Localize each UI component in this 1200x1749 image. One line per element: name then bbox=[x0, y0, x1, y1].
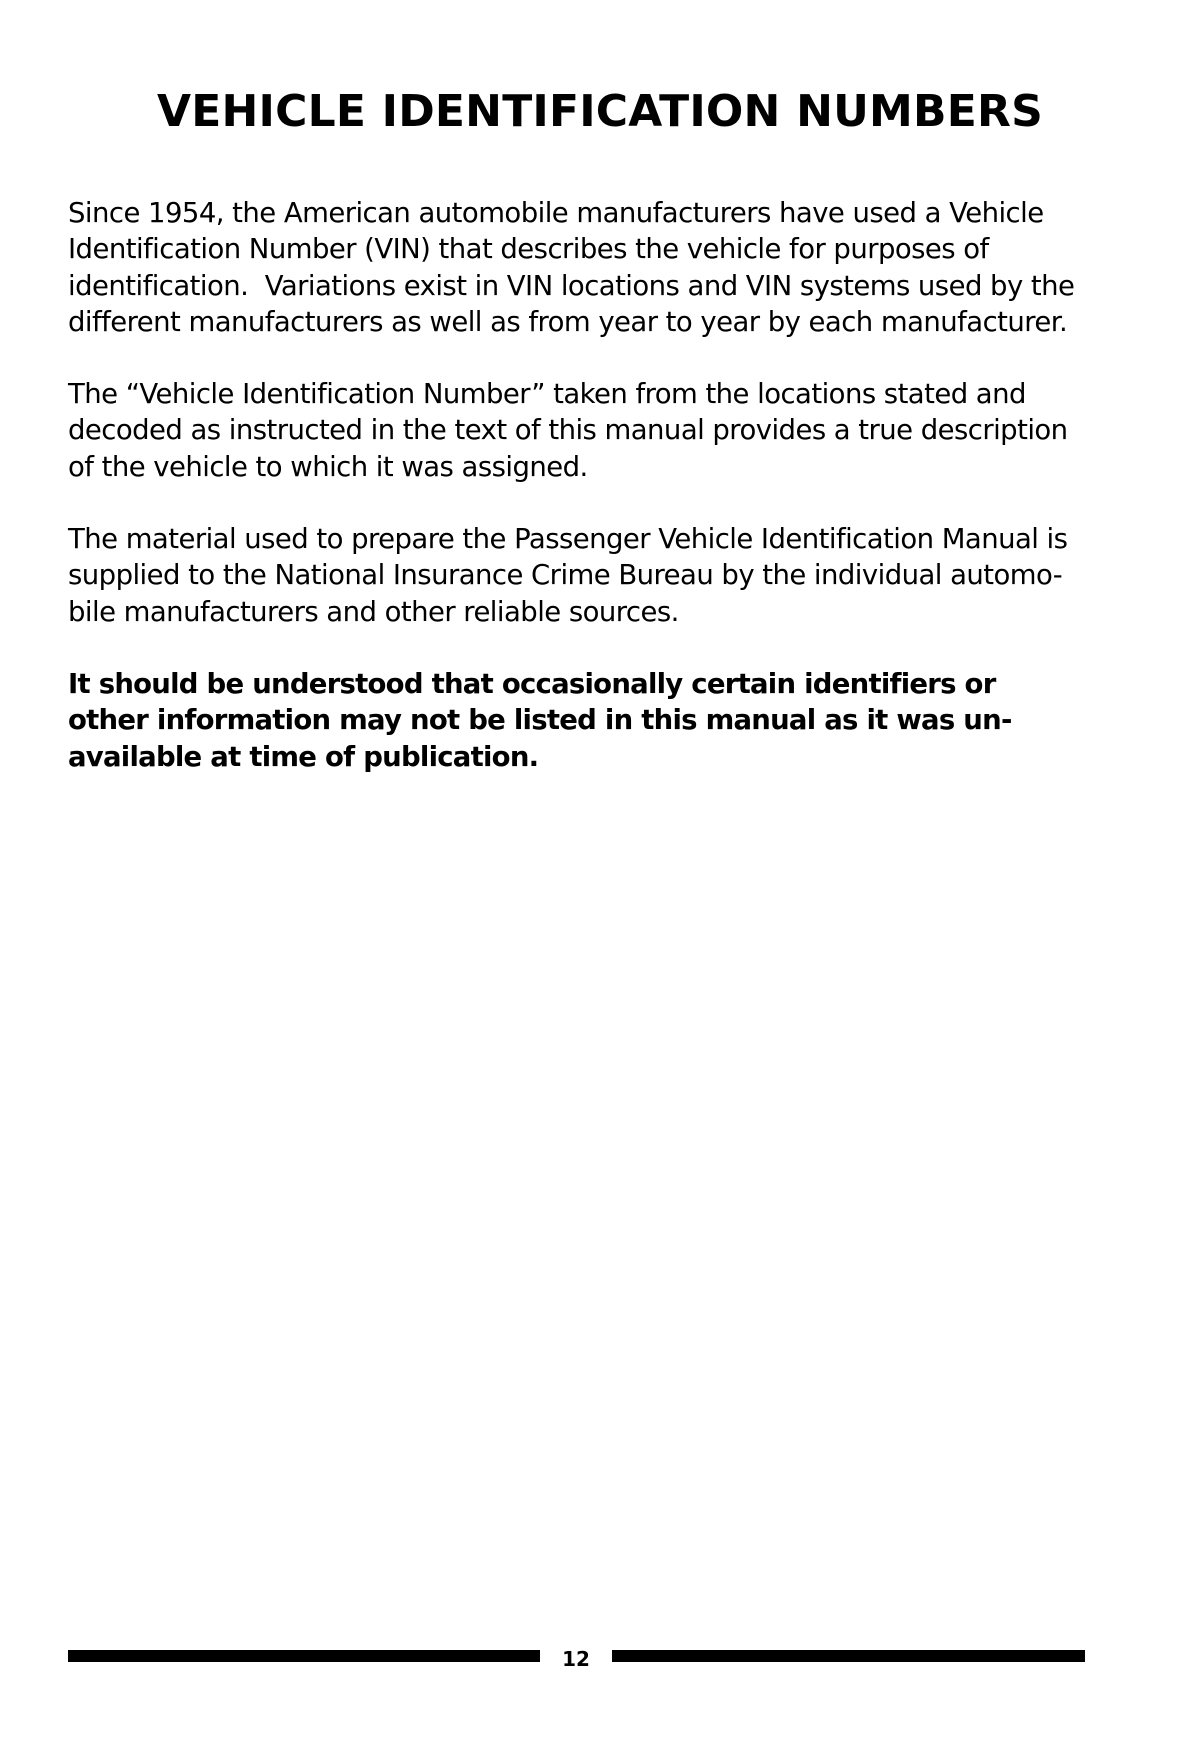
paragraph-vin-description bbox=[68, 376, 1108, 485]
paragraph-material-source bbox=[68, 521, 1108, 630]
paragraph-line: The “Vehicle Identification Number” taken from the locations stated and bbox=[68, 378, 1026, 410]
paragraph-line: of the vehicle to which it was assigned. bbox=[68, 450, 588, 483]
paragraph-line: decoded as instructed in the text of this manual provides a true description bbox=[68, 414, 1068, 447]
paragraph-line: identification. Variations exist in VIN locations and VIN systems used by the bbox=[68, 269, 1075, 302]
paragraph-line: different manufacturers as well as from year to year by each manufacturer. bbox=[68, 305, 1068, 338]
paragraph-line: bile manufacturers and other reliable sources. bbox=[68, 595, 679, 628]
paragraph-line: Identification Number (VIN) that describes the vehicle for purposes of bbox=[68, 233, 989, 266]
paragraph-line: It should be understood that occasionally certain identifiers or bbox=[68, 668, 996, 700]
footer-rule-left bbox=[68, 1650, 540, 1662]
page-title: VEHICLE IDENTIFICATION NUMBERS bbox=[157, 86, 1043, 137]
page-number: 12 bbox=[562, 1647, 590, 1671]
footer-rule-right bbox=[612, 1650, 1085, 1662]
paragraph-vin-history bbox=[68, 195, 1108, 340]
paragraph-line: available at time of publication. bbox=[68, 740, 539, 773]
paragraph-disclaimer bbox=[68, 666, 1108, 775]
paragraph-line: The material used to prepare the Passenger Vehicle Identification Manual is bbox=[68, 523, 1068, 555]
paragraph-line: supplied to the National Insurance Crime Bureau by the individual automo- bbox=[68, 559, 1063, 592]
paragraph-line: Since 1954, the American automobile manufacturers have used a Vehicle bbox=[68, 197, 1044, 229]
paragraph-line: other information may not be listed in this manual as it was un- bbox=[68, 704, 1012, 737]
